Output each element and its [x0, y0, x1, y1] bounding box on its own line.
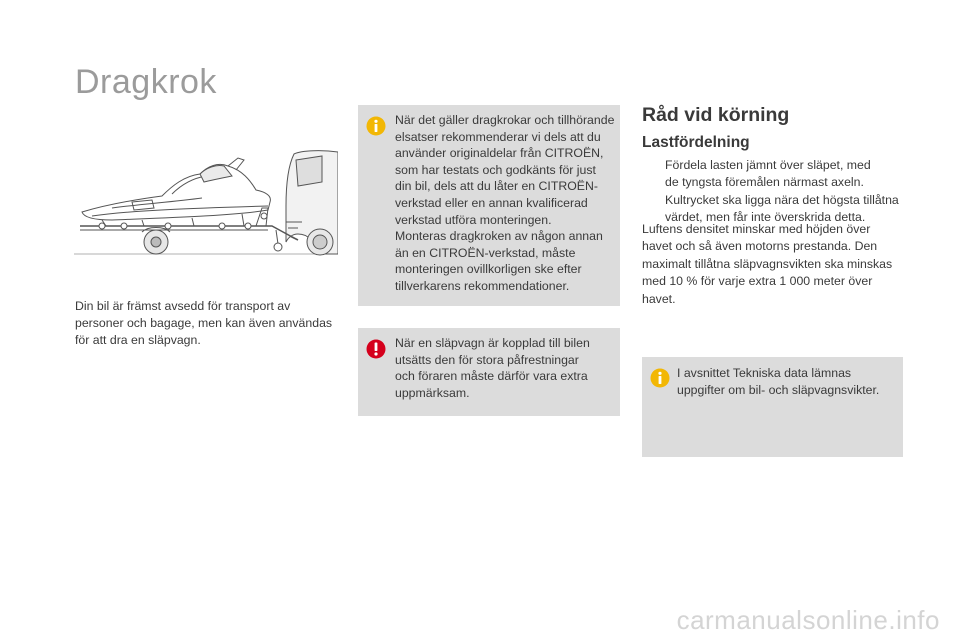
- info-line: När det gäller dragkrokar och tillhörande: [395, 113, 615, 127]
- warning-box-text: [395, 335, 606, 401]
- info-icon: [366, 116, 386, 136]
- info-line: monteringen ovillkorligen ske efter: [395, 262, 582, 277]
- info-line: tillverkarens rekommendationer.: [395, 278, 570, 293]
- intro-paragraph: [75, 298, 337, 349]
- section-heading: Råd vid körning: [642, 104, 790, 126]
- bullet-line: Fördela lasten jämnt över släpet, med: [665, 158, 871, 172]
- para-line: havet och så även motorns prestanda. Den: [642, 239, 878, 254]
- bullet-item: [642, 157, 904, 227]
- info-line: uppgifter om bil- och släpvagnsvikter.: [677, 382, 880, 397]
- warning-line: utsätts den för stora påfrestningar: [395, 352, 579, 367]
- trailer-illustration: [72, 146, 338, 266]
- warning-line: uppmärksam.: [395, 385, 470, 400]
- bullet-text: [665, 157, 904, 227]
- info-box-technical-data: [642, 357, 903, 457]
- altitude-paragraph: [642, 221, 904, 308]
- warning-line: När en släpvagn är kopplad till bilen: [395, 336, 590, 350]
- info-line: din bil, dels att du låter en CITROËN-: [395, 179, 598, 194]
- info-box-recommendation: [358, 105, 620, 306]
- info-box-text: [677, 365, 889, 398]
- bullet-line: de tyngsta föremålen närmast axeln.: [665, 175, 864, 190]
- info-line: som har testats och godkänts för just: [395, 162, 596, 177]
- warning-box: [358, 328, 620, 416]
- page-title: Dragkrok: [75, 63, 217, 101]
- info-line: verkstad utföra monteringen.: [395, 212, 552, 227]
- info-line: elsatser rekommenderar vi dels att du: [395, 129, 601, 144]
- info-line: verkstad eller en annan kvalificerad: [395, 195, 588, 210]
- info-icon: [650, 368, 670, 388]
- info-line: I avsnittet Tekniska data lämnas: [677, 366, 852, 380]
- intro-line: Din bil är främst avsedd för transport av: [75, 299, 291, 313]
- para-line: med 10 % för varje extra 1 000 meter över: [642, 274, 873, 289]
- info-line: Monteras dragkroken av någon annan: [395, 229, 603, 244]
- para-line: Luftens densitet minskar med höjden över: [642, 222, 871, 236]
- warning-icon: [366, 339, 386, 359]
- bullet-line: värdet, men får inte överskrida detta.: [665, 210, 866, 225]
- info-box-text: [395, 112, 615, 295]
- intro-line: för att dra en släpvagn.: [75, 333, 201, 347]
- warning-line: och föraren måste därför vara extra: [395, 369, 588, 384]
- watermark: carmanualsonline.info: [676, 605, 940, 635]
- intro-line: personer och bagage, men kan även användas: [75, 316, 333, 330]
- sub-heading: Lastfördelning: [642, 134, 750, 151]
- para-line: maximalt tillåtna släpvagnsvikten ska minskas: [642, 256, 893, 271]
- info-line: än en CITROËN-verkstad, måste: [395, 245, 576, 260]
- bullet-line: Kultrycket ska ligga nära det högsta tillåtna: [665, 192, 899, 207]
- info-line: använder originaldelar från CITROËN,: [395, 146, 604, 161]
- para-line: havet.: [642, 291, 676, 306]
